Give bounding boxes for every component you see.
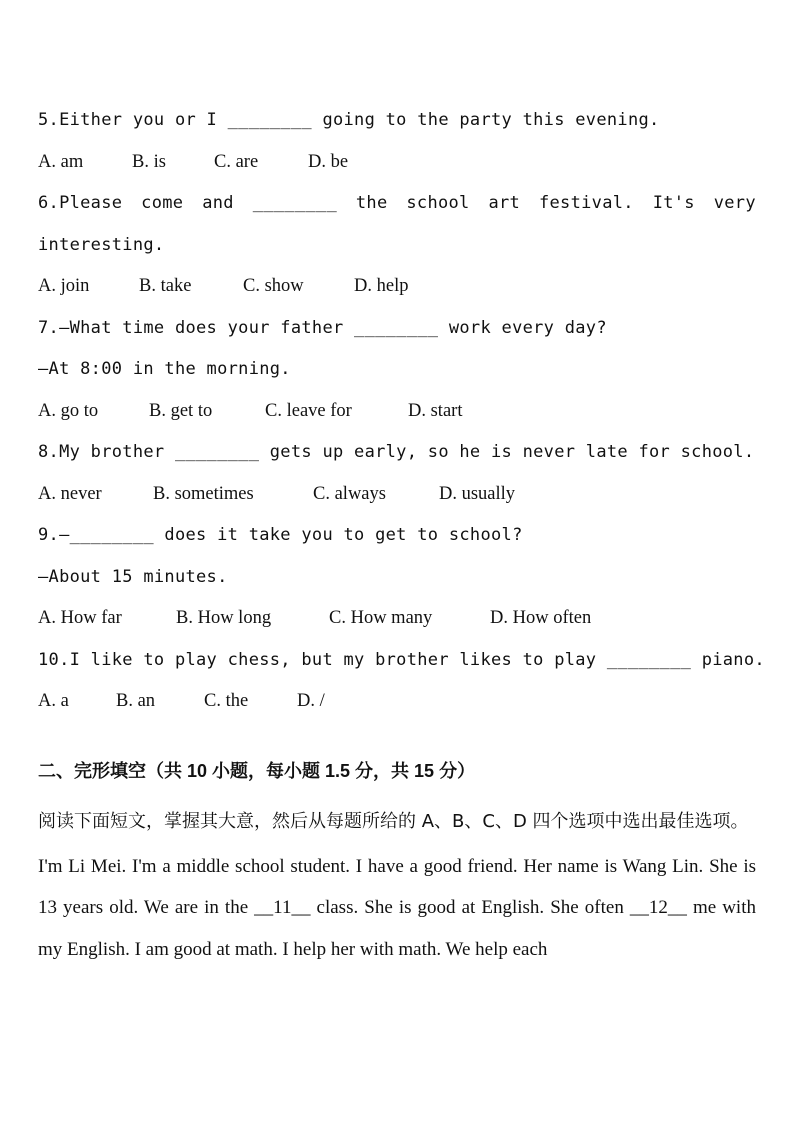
cloze-passage: I'm Li Mei. I'm a middle school student. I have a good friend. Her name is Wang Lin. She is 13 years old. We are in the __11__ class. She is good at English. She often __12__ me with my English. I am good at math. I help her with math. We help each [38,855,756,960]
question-7-stem: 7.—What time does your father ________ work every day? [38,317,607,338]
q10-option-a: A. a [38,691,69,711]
question-9-answer-line: —About 15 minutes. [38,566,228,587]
q6-blank: ________ [252,193,337,213]
q9-option-b: B. How long [176,608,272,628]
question-5-options [38,142,756,184]
q9-option-c: C. How many [329,608,433,628]
q6-option-d: D. help [354,276,409,296]
q9-option-a: A. How far [38,608,122,628]
q6-word: very [713,193,756,213]
q8-option-b: B. sometimes [153,483,254,504]
q7-option-a: A. go to [38,400,99,421]
question-10-stem: 10.I like to play chess, but my brother likes to play ________ piano. [38,649,765,670]
q6-option-c: C. show [243,276,304,296]
question-6-stem-continued: interesting. [38,234,165,255]
question-6-options [38,266,756,308]
q8-option-c: C. always [313,483,386,504]
q6-word: art [488,193,521,213]
q8-option-a: A. never [38,483,102,504]
section-2-title: 二、完形填空（共 10 小题，每小题 1.5 分，共 15 分） [38,760,476,781]
question-10-options [38,681,756,723]
q5-option-d: D. be [308,151,349,172]
q5-option-c: C. are [214,151,259,172]
question-8-stem: 8.My brother ________ gets up early, so he is never late for school. [38,442,755,462]
q7-option-b: B. get to [149,400,213,421]
q6-word: and [202,193,234,213]
question-6-stem [38,183,756,225]
question-7-answer-line: —At 8:00 in the morning. [38,359,291,379]
q10-option-b: B. an [116,691,156,711]
q10-option-c: C. the [204,691,249,711]
exam-page [38,100,765,970]
q6-word: It's [652,193,695,213]
q7-option-c: C. leave for [265,400,352,421]
question-9-stem: 9.—________ does it take you to get to school? [38,525,523,545]
q6-word: 6.Please [38,193,123,213]
q7-option-d: D. start [408,400,463,421]
q6-word: school [406,193,470,213]
q6-option-b: B. take [139,276,192,296]
q6-word: come [141,193,184,213]
q5-option-b: B. is [132,151,166,172]
q6-option-a: A. join [38,276,90,296]
q9-option-d: D. How often [490,608,592,628]
q10-option-d: D. / [297,691,325,711]
question-8-options [38,474,756,516]
q6-word: the [355,193,388,213]
q6-word: festival. [538,193,634,213]
q8-option-d: D. usually [439,483,516,504]
q5-option-a: A. am [38,151,84,172]
section-2-instruction: 阅读下面短文，掌握其大意，然后从每题所给的 A、B、C、D 四个选项中选出最佳选项。 [38,810,749,832]
question-5-stem: 5.Either you or I ________ going to the party this evening. [38,110,660,130]
question-7-options [38,391,756,433]
question-9-options [38,598,756,640]
